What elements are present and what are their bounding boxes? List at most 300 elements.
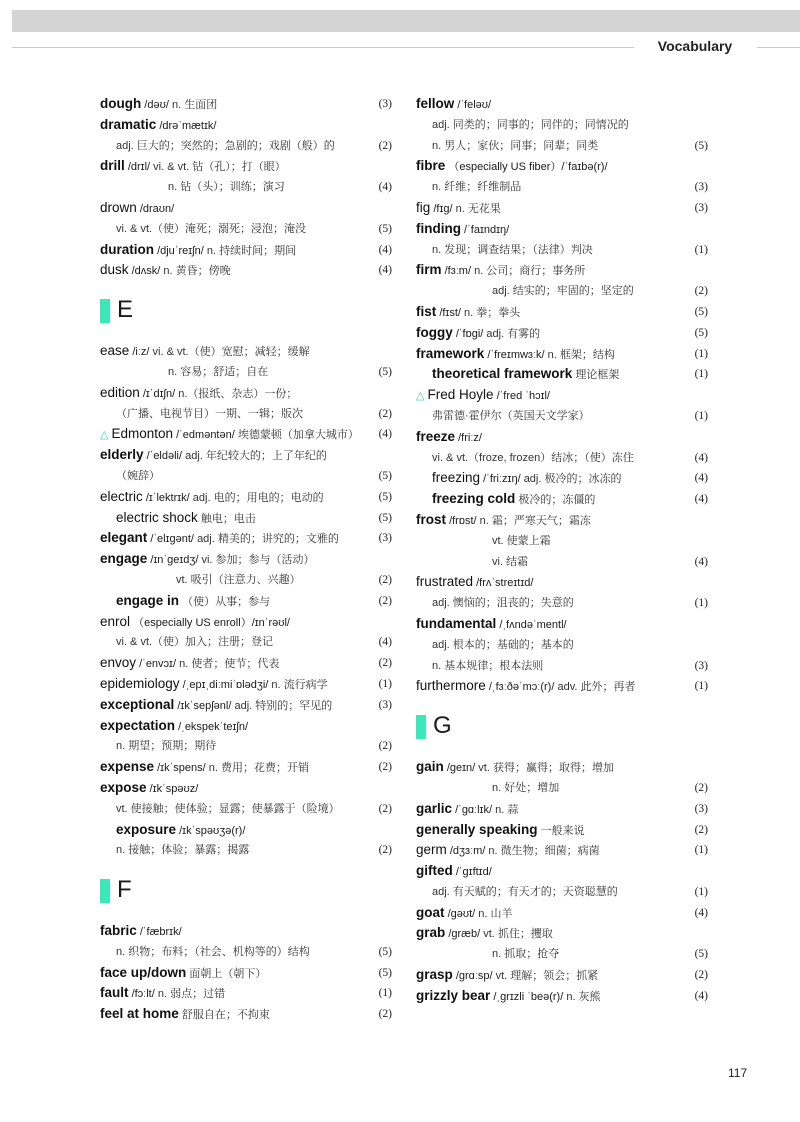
vocab-entry-row: [100, 674, 392, 695]
headword: expectation: [100, 717, 176, 733]
definition: adj. 有雾的: [486, 327, 541, 340]
vocab-entry-row: [416, 882, 708, 903]
vocab-entry-row: [100, 983, 392, 1004]
vocab-entry-row: [100, 653, 392, 674]
unit-number: (5): [694, 326, 708, 339]
vocab-entry-row: [416, 468, 708, 489]
vocab-entry-row: [100, 198, 392, 219]
headword: face up/down: [100, 964, 187, 980]
definition: vt. 使接触；使体验；显露；使暴露于（险境）: [116, 802, 340, 815]
letter-section-heading: [416, 697, 708, 757]
vocab-entry-row: [100, 778, 392, 799]
pronunciation: /ˈgɑːlɪk/: [455, 803, 493, 816]
vocab-entry-row: [100, 487, 392, 508]
headword: goat: [416, 904, 445, 920]
pronunciation: /dəʊ/: [144, 99, 169, 111]
pronunciation: （especially US fiber）/ˈfaɪbə(r)/: [448, 161, 608, 174]
definition: 理论框架: [575, 369, 620, 382]
vocab-entry-row: [100, 219, 392, 240]
pronunciation: /fɜːm/: [444, 265, 472, 278]
headword: generally speaking: [416, 821, 538, 837]
pronunciation: /ɪkˈspens/: [157, 762, 206, 775]
definition: n. 好处；增加: [492, 781, 560, 794]
definition: vt. 吸引（注意力、兴趣）: [176, 573, 301, 586]
vocab-entry-row: [416, 531, 708, 552]
pronunciation: /græb/: [448, 928, 481, 941]
letter-marker-bar: [416, 715, 426, 739]
unit-number: (5): [378, 469, 392, 482]
vocab-entry-row: [416, 965, 708, 986]
vocab-entry-row: [100, 136, 392, 157]
unit-number: (4): [694, 493, 708, 506]
vocab-entry-row: [100, 94, 392, 115]
vocab-entry-row: [100, 240, 392, 261]
unit-number: (4): [694, 989, 708, 1002]
headword: freezing: [432, 470, 481, 486]
headword: theoretical framework: [432, 366, 573, 382]
letter-section-heading: [100, 281, 392, 341]
pronunciation: /ˈfreɪmwɜːk/: [487, 348, 545, 361]
unit-number: (3): [378, 532, 392, 545]
pronunciation: /fɪg/: [433, 202, 453, 215]
section-letter: G: [433, 712, 452, 740]
unit-number: (1): [694, 680, 708, 693]
vocab-entry-row: [100, 757, 392, 778]
unit-number: (4): [378, 243, 392, 256]
unit-number: (5): [694, 139, 708, 152]
pronunciation: /fɔːlt/: [131, 988, 155, 1001]
definition: n. 期望；预期；期待: [116, 740, 217, 753]
unit-number: (4): [694, 472, 708, 485]
definition: n. 发现；调查结果；（法律）判决: [432, 243, 593, 256]
definition: n. 弱点；过错: [157, 988, 226, 1001]
headword: electric: [100, 488, 143, 504]
vocab-entry-row: [416, 489, 708, 510]
vocab-entry-row: [416, 323, 708, 344]
vocab-entry-row: [100, 383, 392, 404]
pronunciation: /ˌfɜːðəˈmɔː(r)/: [488, 681, 555, 694]
unit-number: (4): [694, 451, 708, 464]
vocab-entry-row: [416, 240, 708, 261]
definition: adj. 电的；用电的；电动的: [192, 491, 324, 504]
headword: grasp: [416, 967, 453, 983]
pronunciation: /gəʊt/: [447, 907, 476, 920]
definition: 极冷的；冻僵的: [518, 494, 596, 507]
unit-number: (4): [378, 428, 392, 441]
vocab-entry-row: [416, 614, 708, 635]
unit-number: (5): [378, 511, 392, 524]
definition: vi. & vt.（使）加入；注册；登记: [116, 636, 274, 649]
unit-number: (3): [694, 181, 708, 194]
proper-noun-triangle-icon: △: [100, 429, 109, 442]
top-gray-band: [12, 10, 800, 32]
definition: vi. & vt.（froze, frozen）结冰；（使）冻住: [432, 451, 634, 464]
definition: adj. 有天赋的；有天才的；天资聪慧的: [432, 885, 618, 898]
unit-number: (3): [694, 201, 708, 214]
vocab-entry-row: [416, 198, 708, 219]
definition: n. 拳；拳头: [464, 306, 521, 319]
definition: vt. 获得；赢得；取得；增加: [478, 762, 614, 775]
vocab-entry-row: [416, 986, 708, 1007]
unit-number: (2): [694, 285, 708, 298]
definition: adj. 巨大的；突然的；急剧的；戏剧（般）的: [116, 139, 335, 152]
vocab-entry-row: [416, 427, 708, 448]
page-number: 117: [728, 1066, 748, 1080]
pronunciation: /ɪnˈgeɪdʒ/: [150, 554, 199, 567]
headword: frustrated: [416, 574, 474, 590]
vocab-entry-row: [100, 716, 392, 737]
headword: grizzly bear: [416, 987, 491, 1003]
pronunciation: /ˈfred ˈhɔɪl/: [496, 390, 550, 403]
pronunciation: /fɪst/: [439, 306, 461, 319]
headword: elderly: [100, 447, 144, 463]
pronunciation: /ˈgɪftɪd/: [455, 866, 492, 879]
vocab-entry-row: [100, 736, 392, 757]
headword: freezing cold: [432, 491, 516, 507]
headword: fist: [416, 303, 437, 319]
headword: enrol: [100, 613, 131, 629]
definition: 触电；电击: [200, 512, 256, 525]
vocab-entry-row: [416, 903, 708, 924]
unit-number: (5): [378, 490, 392, 503]
pronunciation: /ˈfɒgi/: [455, 327, 484, 340]
definition: adj. 结实的；牢固的；坚定的: [492, 285, 634, 298]
unit-number: (5): [694, 305, 708, 318]
headword: fellow: [416, 96, 455, 111]
vocab-entry-row: [100, 445, 392, 466]
unit-number: (4): [694, 906, 708, 919]
pronunciation: /ˌgrɪzli ˈbeə(r)/: [493, 990, 564, 1003]
headword: duration: [100, 241, 154, 257]
vocab-entry-row: [100, 115, 392, 136]
pronunciation: /friːz/: [458, 431, 482, 444]
vocab-entry-row: [100, 942, 392, 963]
headword: dusk: [100, 262, 129, 278]
definition: n. 容易；舒适；自在: [168, 365, 269, 378]
vocab-entry-row: [416, 448, 708, 469]
definition: n. 抓取；抢夺: [492, 948, 560, 961]
unit-number: (2): [378, 573, 392, 586]
headword: furthermore: [416, 678, 486, 694]
definition: vi. & vt.（使）宽慰；减轻；缓解: [152, 346, 310, 359]
unit-number: (2): [378, 802, 392, 815]
vocab-entry-row: [416, 115, 708, 136]
pronunciation: /ˌekspekˈteɪʃn/: [178, 720, 249, 733]
definition: n. 无花果: [455, 202, 501, 215]
pronunciation: （especially US enroll）/ɪnˈrəʊl/: [133, 616, 290, 629]
vocab-entry-row: [416, 572, 708, 593]
vocab-entry-row: [100, 921, 392, 942]
unit-number: (2): [378, 844, 392, 857]
definition: adj. 精美的；讲究的；文雅的: [197, 533, 339, 546]
unit-number: (3): [694, 659, 708, 672]
unit-number: (2): [378, 1008, 392, 1021]
definition: n. 基本规律；根本法则: [432, 659, 544, 672]
vocab-entry-row: [416, 923, 708, 944]
definition: n.（报纸、杂志）一份；: [178, 387, 298, 400]
definition: vi. & vt. 钻（孔）；打（眼）: [153, 161, 286, 174]
vocab-entry-row: [416, 302, 708, 323]
header-rule-left: [12, 47, 634, 48]
vocab-entry-row: [100, 820, 392, 841]
headword: fault: [100, 985, 129, 1001]
section-title: Vocabulary: [657, 38, 733, 54]
definition: n. 山羊: [478, 907, 513, 920]
definition: adj. 懊恼的；沮丧的；失意的: [432, 597, 574, 610]
vocab-entry-row: [100, 260, 392, 281]
pronunciation: /draʊn/: [139, 202, 175, 215]
unit-number: (1): [694, 844, 708, 857]
unit-number: (1): [694, 597, 708, 610]
definition: n. 微生物；细菌；病菌: [488, 845, 600, 858]
headword: expense: [100, 759, 155, 775]
unit-number: (2): [378, 139, 392, 152]
pronunciation: /drəˈmætɪk/: [159, 119, 217, 132]
unit-number: (2): [378, 657, 392, 670]
definition: n. 黄昏；傍晚: [163, 265, 231, 278]
definition: n. 流行病学: [271, 678, 328, 691]
pronunciation: /ˈfriːzɪŋ/: [483, 473, 521, 486]
headword: germ: [416, 842, 447, 858]
headword: framework: [416, 345, 485, 361]
pronunciation: /ˈenvɔɪ/: [139, 658, 177, 671]
unit-number: (1): [694, 409, 708, 422]
definition: （使）从事；参与: [182, 595, 271, 608]
unit-number: (4): [378, 636, 392, 649]
pronunciation: /ɪkˈsepʃənl/: [177, 699, 232, 712]
unit-number: (5): [378, 945, 392, 958]
headword: fundamental: [416, 615, 497, 631]
pronunciation: /ˈedməntən/: [176, 429, 235, 442]
unit-number: (4): [378, 264, 392, 277]
headword: Edmonton: [111, 426, 174, 442]
vocab-entry-row: [416, 136, 708, 157]
letter-marker-bar: [100, 299, 110, 323]
definition: adj. 年纪较大的；上了年纪的: [185, 450, 327, 463]
pronunciation: /dʌsk/: [131, 265, 161, 278]
definition: vi. 参加；参与（活动）: [201, 554, 315, 567]
section-letter: E: [117, 296, 134, 324]
unit-number: (3): [378, 698, 392, 711]
vocab-entry-row: [100, 362, 392, 383]
vocab-entry-row: [416, 778, 708, 799]
vocab-entry-row: [100, 528, 392, 549]
headword: grab: [416, 925, 446, 941]
definition: adj. 同类的；同事的；同伴的；同情况的: [432, 118, 629, 131]
definition: n. 灰熊: [566, 990, 601, 1003]
unit-number: (2): [378, 407, 392, 420]
definition: （婉辞）: [116, 469, 160, 482]
headword: dramatic: [100, 116, 157, 132]
pronunciation: /geɪn/: [446, 762, 476, 775]
unit-number: (1): [694, 347, 708, 360]
headword: firm: [416, 262, 442, 278]
vocab-entry-row: [100, 508, 392, 529]
headword: gain: [416, 759, 444, 775]
headword: electric shock: [116, 509, 198, 525]
definition: n. 钻（头）；训练；演习: [168, 181, 285, 194]
unit-number: (1): [694, 368, 708, 381]
definition: vt. 使蒙上霜: [492, 534, 551, 547]
definition: n. 接触；体验；暴露；揭露: [116, 844, 250, 857]
vocab-entry-row: [416, 94, 708, 115]
definition: n. 框架；结构: [547, 348, 615, 361]
headword: finding: [416, 220, 461, 236]
definition: n. 公司；商行；事务所: [474, 265, 586, 278]
headword: dough: [100, 96, 142, 111]
definition: n. 持续时间；期间: [206, 244, 297, 257]
headword: engage in: [116, 592, 180, 608]
pronunciation: /ˈeldəli/: [146, 450, 183, 463]
vocab-entry-row: [416, 510, 708, 531]
letter-marker-bar: [100, 879, 110, 903]
definition: 一般来说: [540, 824, 585, 837]
pronunciation: /dʒɜːm/: [449, 845, 486, 858]
definition: 舒服自在；不拘束: [181, 1009, 270, 1022]
vocab-entry-row: [416, 861, 708, 882]
unit-number: (4): [378, 181, 392, 194]
vocab-entry-row: [416, 820, 708, 841]
unit-number: (4): [694, 555, 708, 568]
vocab-entry-row: [100, 1004, 392, 1025]
definition: vt. 理解；领会；抓紧: [495, 970, 599, 983]
pronunciation: /frʌˈstreɪtɪd/: [476, 577, 534, 590]
unit-number: (2): [694, 969, 708, 982]
definition: vt. 抓住；攫取: [483, 928, 553, 941]
definition: adv. 此外；再者: [557, 681, 636, 694]
definition: n. 生面团: [171, 99, 218, 111]
pronunciation: /ˈelɪgənt/: [150, 533, 194, 546]
vocab-entry-row: [100, 177, 392, 198]
headword: engage: [100, 551, 148, 567]
unit-number: (2): [694, 823, 708, 836]
vocab-entry-row: [416, 219, 708, 240]
definition: n. 男人；家伙；同事；同辈；同类: [432, 139, 599, 152]
headword: edition: [100, 384, 140, 400]
headword: drown: [100, 199, 137, 215]
headword: foggy: [416, 324, 453, 340]
vocab-entry-row: [416, 840, 708, 861]
pronunciation: /drɪl/: [127, 161, 151, 174]
pronunciation: /ɪˈdɪʃn/: [142, 387, 176, 400]
headword: elegant: [100, 530, 148, 546]
headword: gifted: [416, 863, 453, 879]
definition: adj. 特别的；罕见的: [234, 699, 333, 712]
vocab-entry-row: [100, 799, 392, 820]
pronunciation: /ˈfæbrɪk/: [139, 926, 182, 939]
vocab-entry-row: [100, 341, 392, 362]
definition: n. 蒜: [495, 803, 519, 816]
vocab-entry-row: [100, 963, 392, 984]
unit-number: (3): [694, 802, 708, 815]
vocab-entry-row: [100, 404, 392, 425]
unit-number: (2): [378, 740, 392, 753]
section-letter: F: [117, 876, 132, 904]
definition: vi. & vt.（使）淹死；溺死；浸泡；淹没: [116, 222, 307, 235]
unit-number: (5): [378, 966, 392, 979]
headword: fig: [416, 199, 431, 215]
vocab-entry-row: [100, 156, 392, 177]
headword: exceptional: [100, 696, 175, 712]
vocab-entry-row: [416, 406, 708, 427]
headword: envoy: [100, 655, 137, 671]
pronunciation: /djuˈreɪʃn/: [157, 244, 204, 257]
pronunciation: /ɪˈlektrɪk/: [145, 491, 190, 504]
vocab-entry-row: [416, 635, 708, 656]
proper-noun-triangle-icon: △: [416, 390, 425, 403]
definition: （广播、电视节目）一期、一辑；版次: [116, 407, 303, 420]
headword: fibre: [416, 158, 446, 174]
unit-number: (1): [694, 243, 708, 256]
definition: n. 织物；布料；（社会、机构等的）结构: [116, 945, 310, 958]
letter-section-heading: [100, 861, 392, 921]
unit-number: (3): [378, 98, 392, 110]
vocab-entry-row: [416, 656, 708, 677]
unit-number: (1): [378, 987, 392, 1000]
definition: adj. 极冷的；冰冻的: [523, 473, 622, 486]
vocab-entry-row: [100, 612, 392, 633]
headword: feel at home: [100, 1006, 179, 1022]
headword: freeze: [416, 428, 456, 444]
left-column: [100, 94, 392, 1025]
vocab-entry-row: [100, 632, 392, 653]
definition: n. 使者；使节；代表: [179, 658, 280, 671]
pronunciation: /grɑːsp/: [455, 970, 493, 983]
definition: adj. 根本的；基础的；基本的: [432, 638, 574, 651]
definition: n. 纤维；纤维制品: [432, 181, 522, 194]
vocab-entry-row: [416, 364, 708, 385]
definition: n. 霜；严寒天气；霜冻: [479, 514, 591, 527]
vocab-entry-row: [416, 385, 708, 406]
unit-number: (5): [378, 365, 392, 378]
headword: garlic: [416, 800, 453, 816]
headword: epidemiology: [100, 675, 180, 691]
vocab-entry-row: [100, 591, 392, 612]
vocab-entry-row: [100, 424, 392, 445]
pronunciation: /frɒst/: [449, 514, 477, 527]
unit-number: (2): [694, 781, 708, 794]
unit-number: (5): [694, 948, 708, 961]
vocab-entry-row: [416, 260, 708, 281]
vocab-entry-row: [100, 695, 392, 716]
definition: n. 费用；花费；开销: [208, 762, 309, 775]
right-column: [416, 94, 708, 1007]
headword: drill: [100, 158, 125, 174]
vocab-entry-row: [100, 570, 392, 591]
unit-number: (2): [378, 761, 392, 774]
vocab-entry-row: [416, 757, 708, 778]
vocab-entry-row: [416, 799, 708, 820]
vocab-entry-row: [100, 840, 392, 861]
pronunciation: /ɪkˈspəʊz/: [149, 782, 199, 795]
header-rule-right: [757, 47, 800, 48]
vocab-entry-row: [416, 552, 708, 573]
headword: fabric: [100, 923, 137, 939]
definition: 埃德蒙顿（加拿大城市）: [237, 429, 359, 442]
pronunciation: /ˈfeləʊ/: [457, 99, 492, 111]
unit-number: (1): [378, 677, 392, 690]
vocab-entry-row: [416, 156, 708, 177]
unit-number: (5): [378, 222, 392, 235]
headword: Fred Hoyle: [427, 387, 494, 403]
definition: 弗雷德·霍伊尔（英国天文学家）: [432, 409, 590, 422]
pronunciation: /ˌepɪˌdiːmiˈɒlədʒi/: [182, 678, 269, 691]
unit-number: (2): [378, 594, 392, 607]
definition: 面朝上（朝下）: [189, 967, 267, 980]
headword: ease: [100, 343, 130, 359]
vocab-entry-row: [416, 344, 708, 365]
pronunciation: /iːz/: [132, 346, 150, 359]
